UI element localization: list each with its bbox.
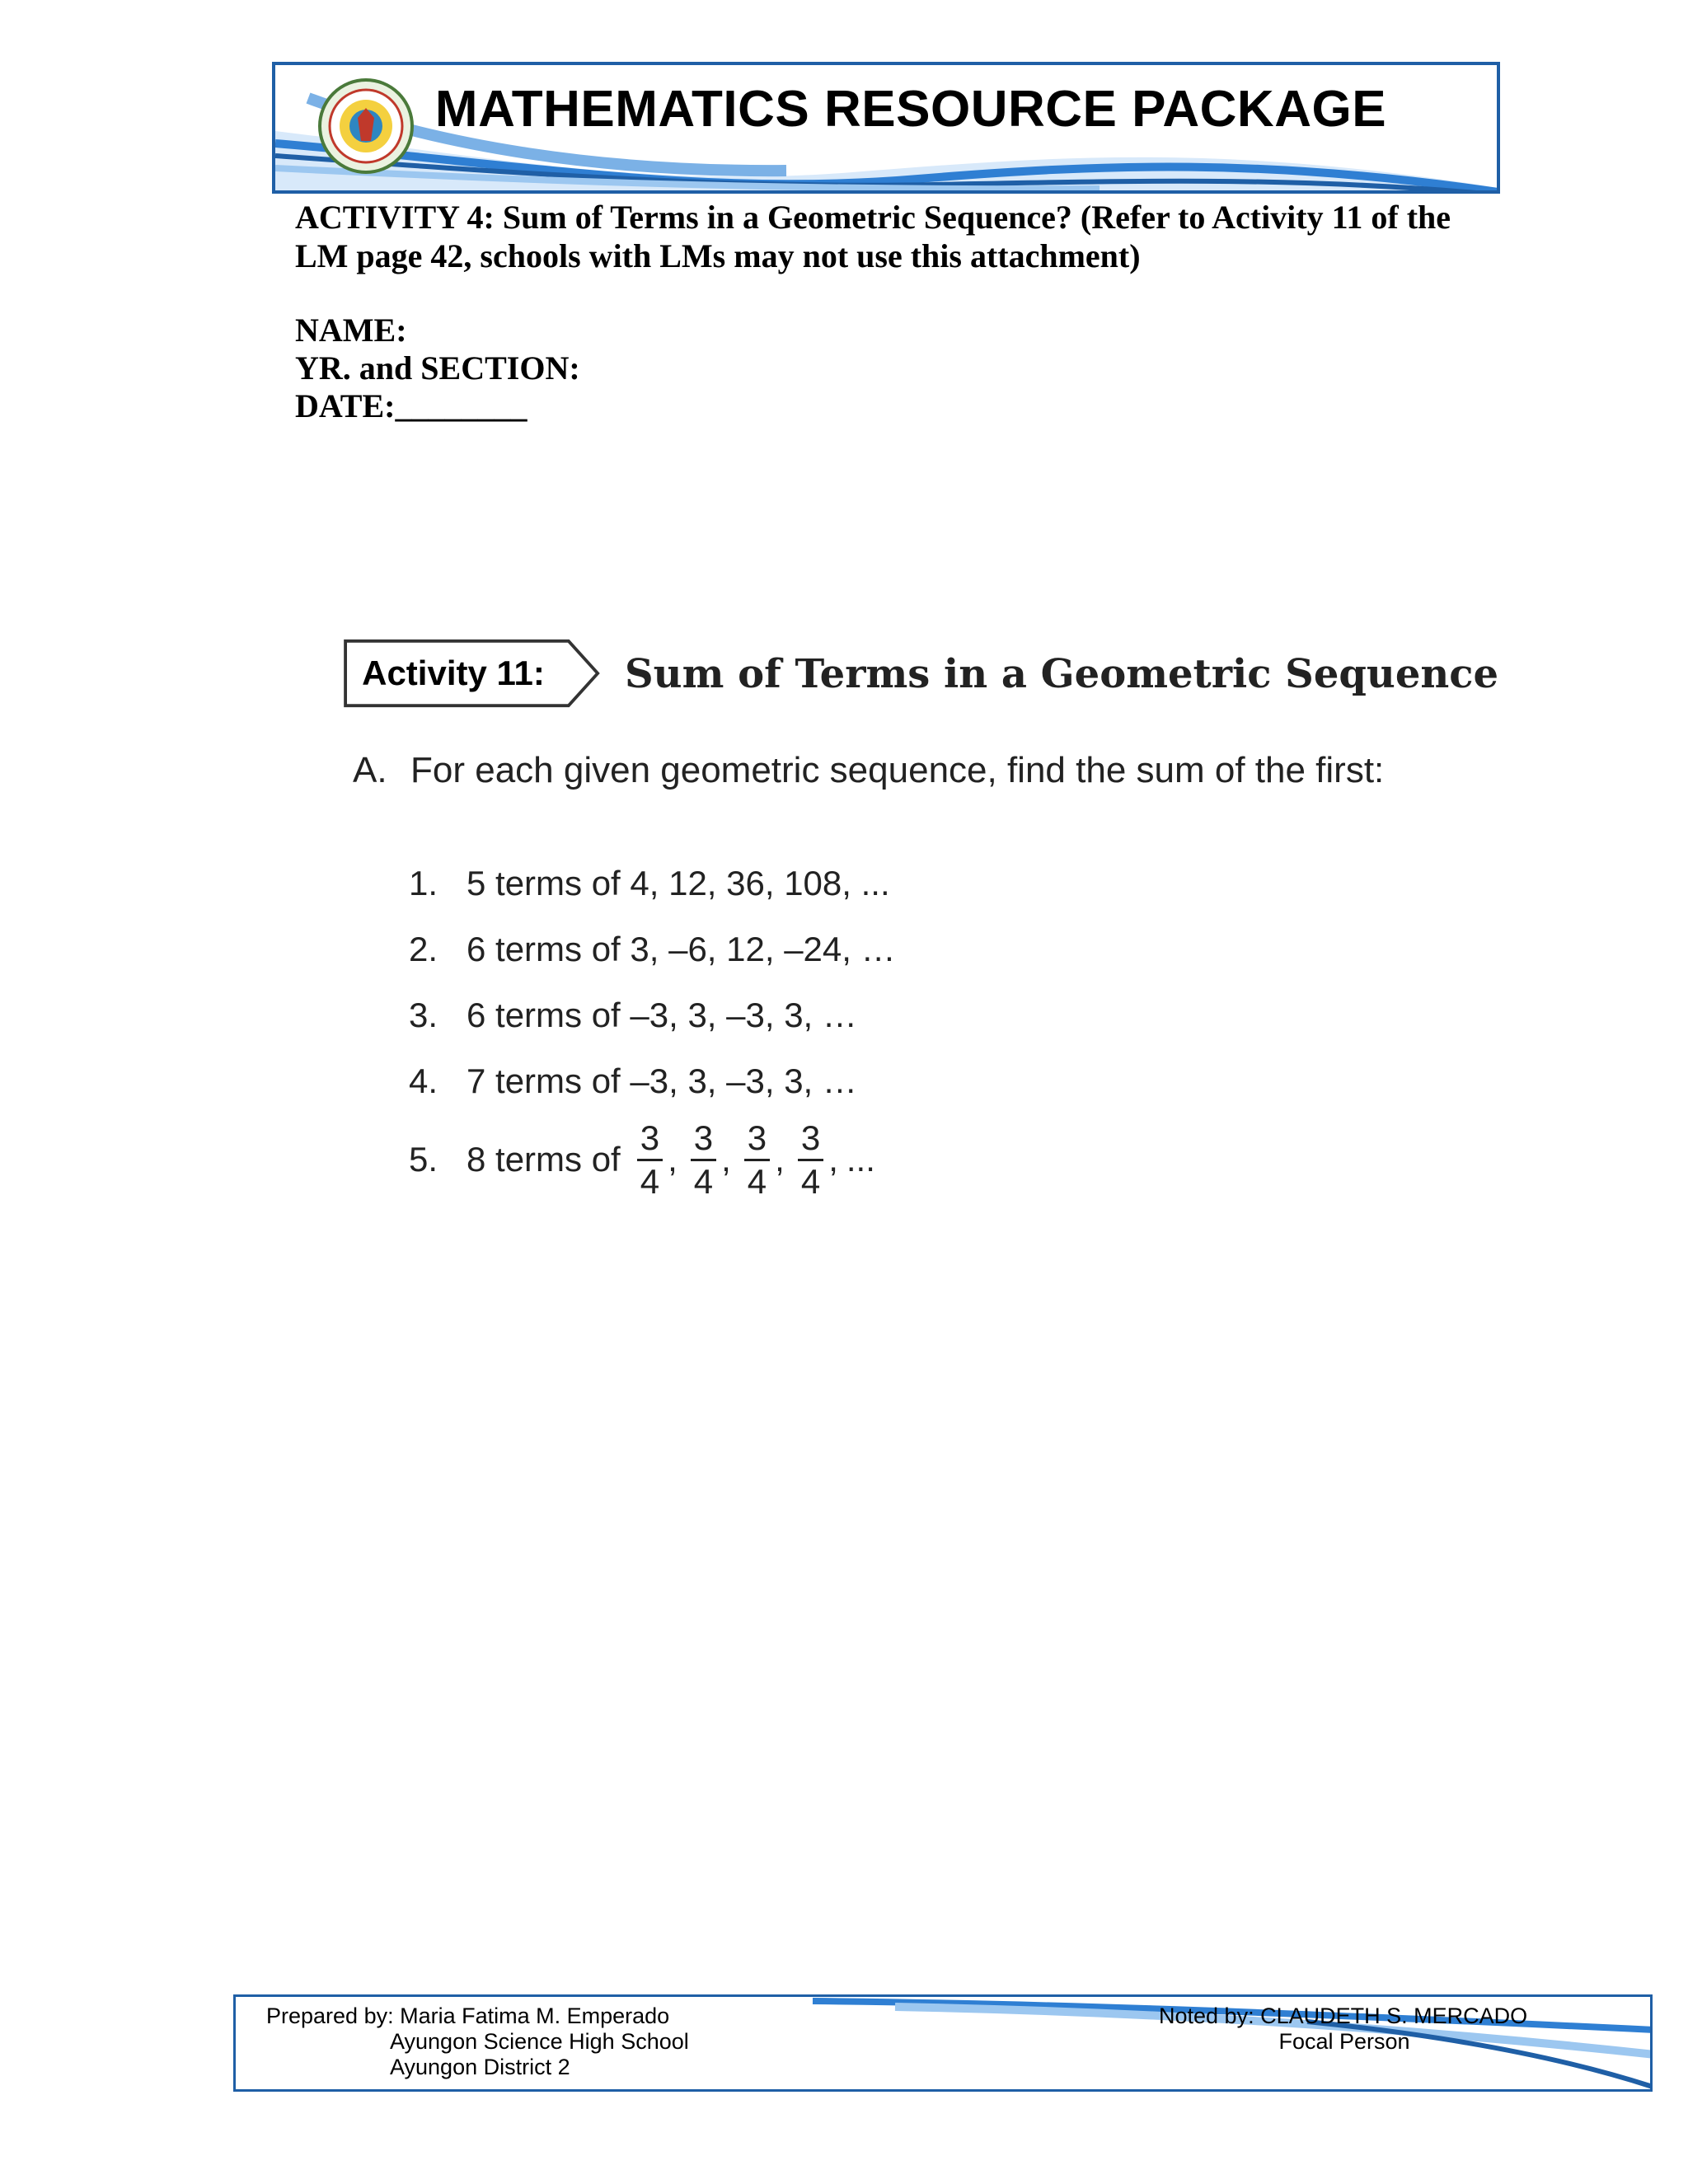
problem-list [409, 851, 896, 1205]
list-item [409, 916, 896, 982]
district-name: Ayungon District 2 [390, 2055, 570, 2079]
item-text: 5 terms of 4, 12, 36, 108, ... [467, 864, 890, 902]
item-text: 7 terms of –3, 3, –3, 3, … [467, 1062, 857, 1100]
fraction: $\frac{3}{4}$ [798, 1121, 823, 1199]
item-text: 6 terms of 3, –6, 12, –24, … [467, 930, 896, 968]
instruction [353, 750, 1384, 791]
school-name: Ayungon Science High School [390, 2029, 689, 2054]
banner-title: MATHEMATICS RESOURCE PACKAGE [434, 81, 1387, 138]
date-label: DATE:________ [295, 387, 528, 424]
fraction: $\frac{3}{4}$ [744, 1121, 770, 1199]
student-info-fields [295, 312, 580, 425]
list-item-fraction: 5. 8 terms of $\frac{3}{4}$ , $\frac{3}{4}$ , $\frac{3}{4}$ , $\frac{3}{4}$ , ... [409, 1118, 875, 1201]
activity-box-label: Activity 11: [362, 654, 545, 692]
prepared-by-block [266, 2004, 689, 2080]
noted-by-block [1159, 2004, 1530, 2055]
list-item [409, 851, 896, 916]
footer-box [233, 1994, 1653, 2092]
item-number: 2. [409, 930, 438, 968]
item-number: 3. [409, 996, 438, 1034]
activity-title: Sum of Terms in a Geometric Sequence [625, 651, 1499, 697]
prepared-by: Prepared by: Maria Fatima M. Emperado [266, 2004, 670, 2028]
noted-by: Noted by: CLAUDETH S. MERCADO [1159, 2004, 1528, 2028]
section-label: YR. and SECTION: [295, 349, 580, 387]
name-label: NAME: [295, 312, 407, 349]
instruction-letter: A. [353, 750, 387, 790]
item-number: 5. [409, 1140, 438, 1179]
item-text: 6 terms of –3, 3, –3, 3, … [467, 996, 857, 1034]
activity-heading: ACTIVITY 4: Sum of Terms in a Geometric Sequence? (Refer to Activity 11 of the LM page 42, schools with LMs may not use this attachment) [295, 199, 1451, 274]
fraction: $\frac{3}{4}$ [637, 1121, 663, 1199]
item-prefix: 8 terms of [467, 1140, 621, 1179]
list-item [409, 1048, 896, 1114]
instruction-text: For each given geometric sequence, find the sum of the first: [410, 750, 1385, 790]
item-suffix: ... [846, 1140, 875, 1179]
item-number: 4. [409, 1062, 438, 1100]
focal-role: Focal Person [1278, 2029, 1410, 2054]
item-number: 1. [409, 864, 438, 902]
list-item [409, 982, 896, 1048]
fraction: $\frac{3}{4}$ [691, 1121, 716, 1199]
header-banner [272, 62, 1500, 194]
